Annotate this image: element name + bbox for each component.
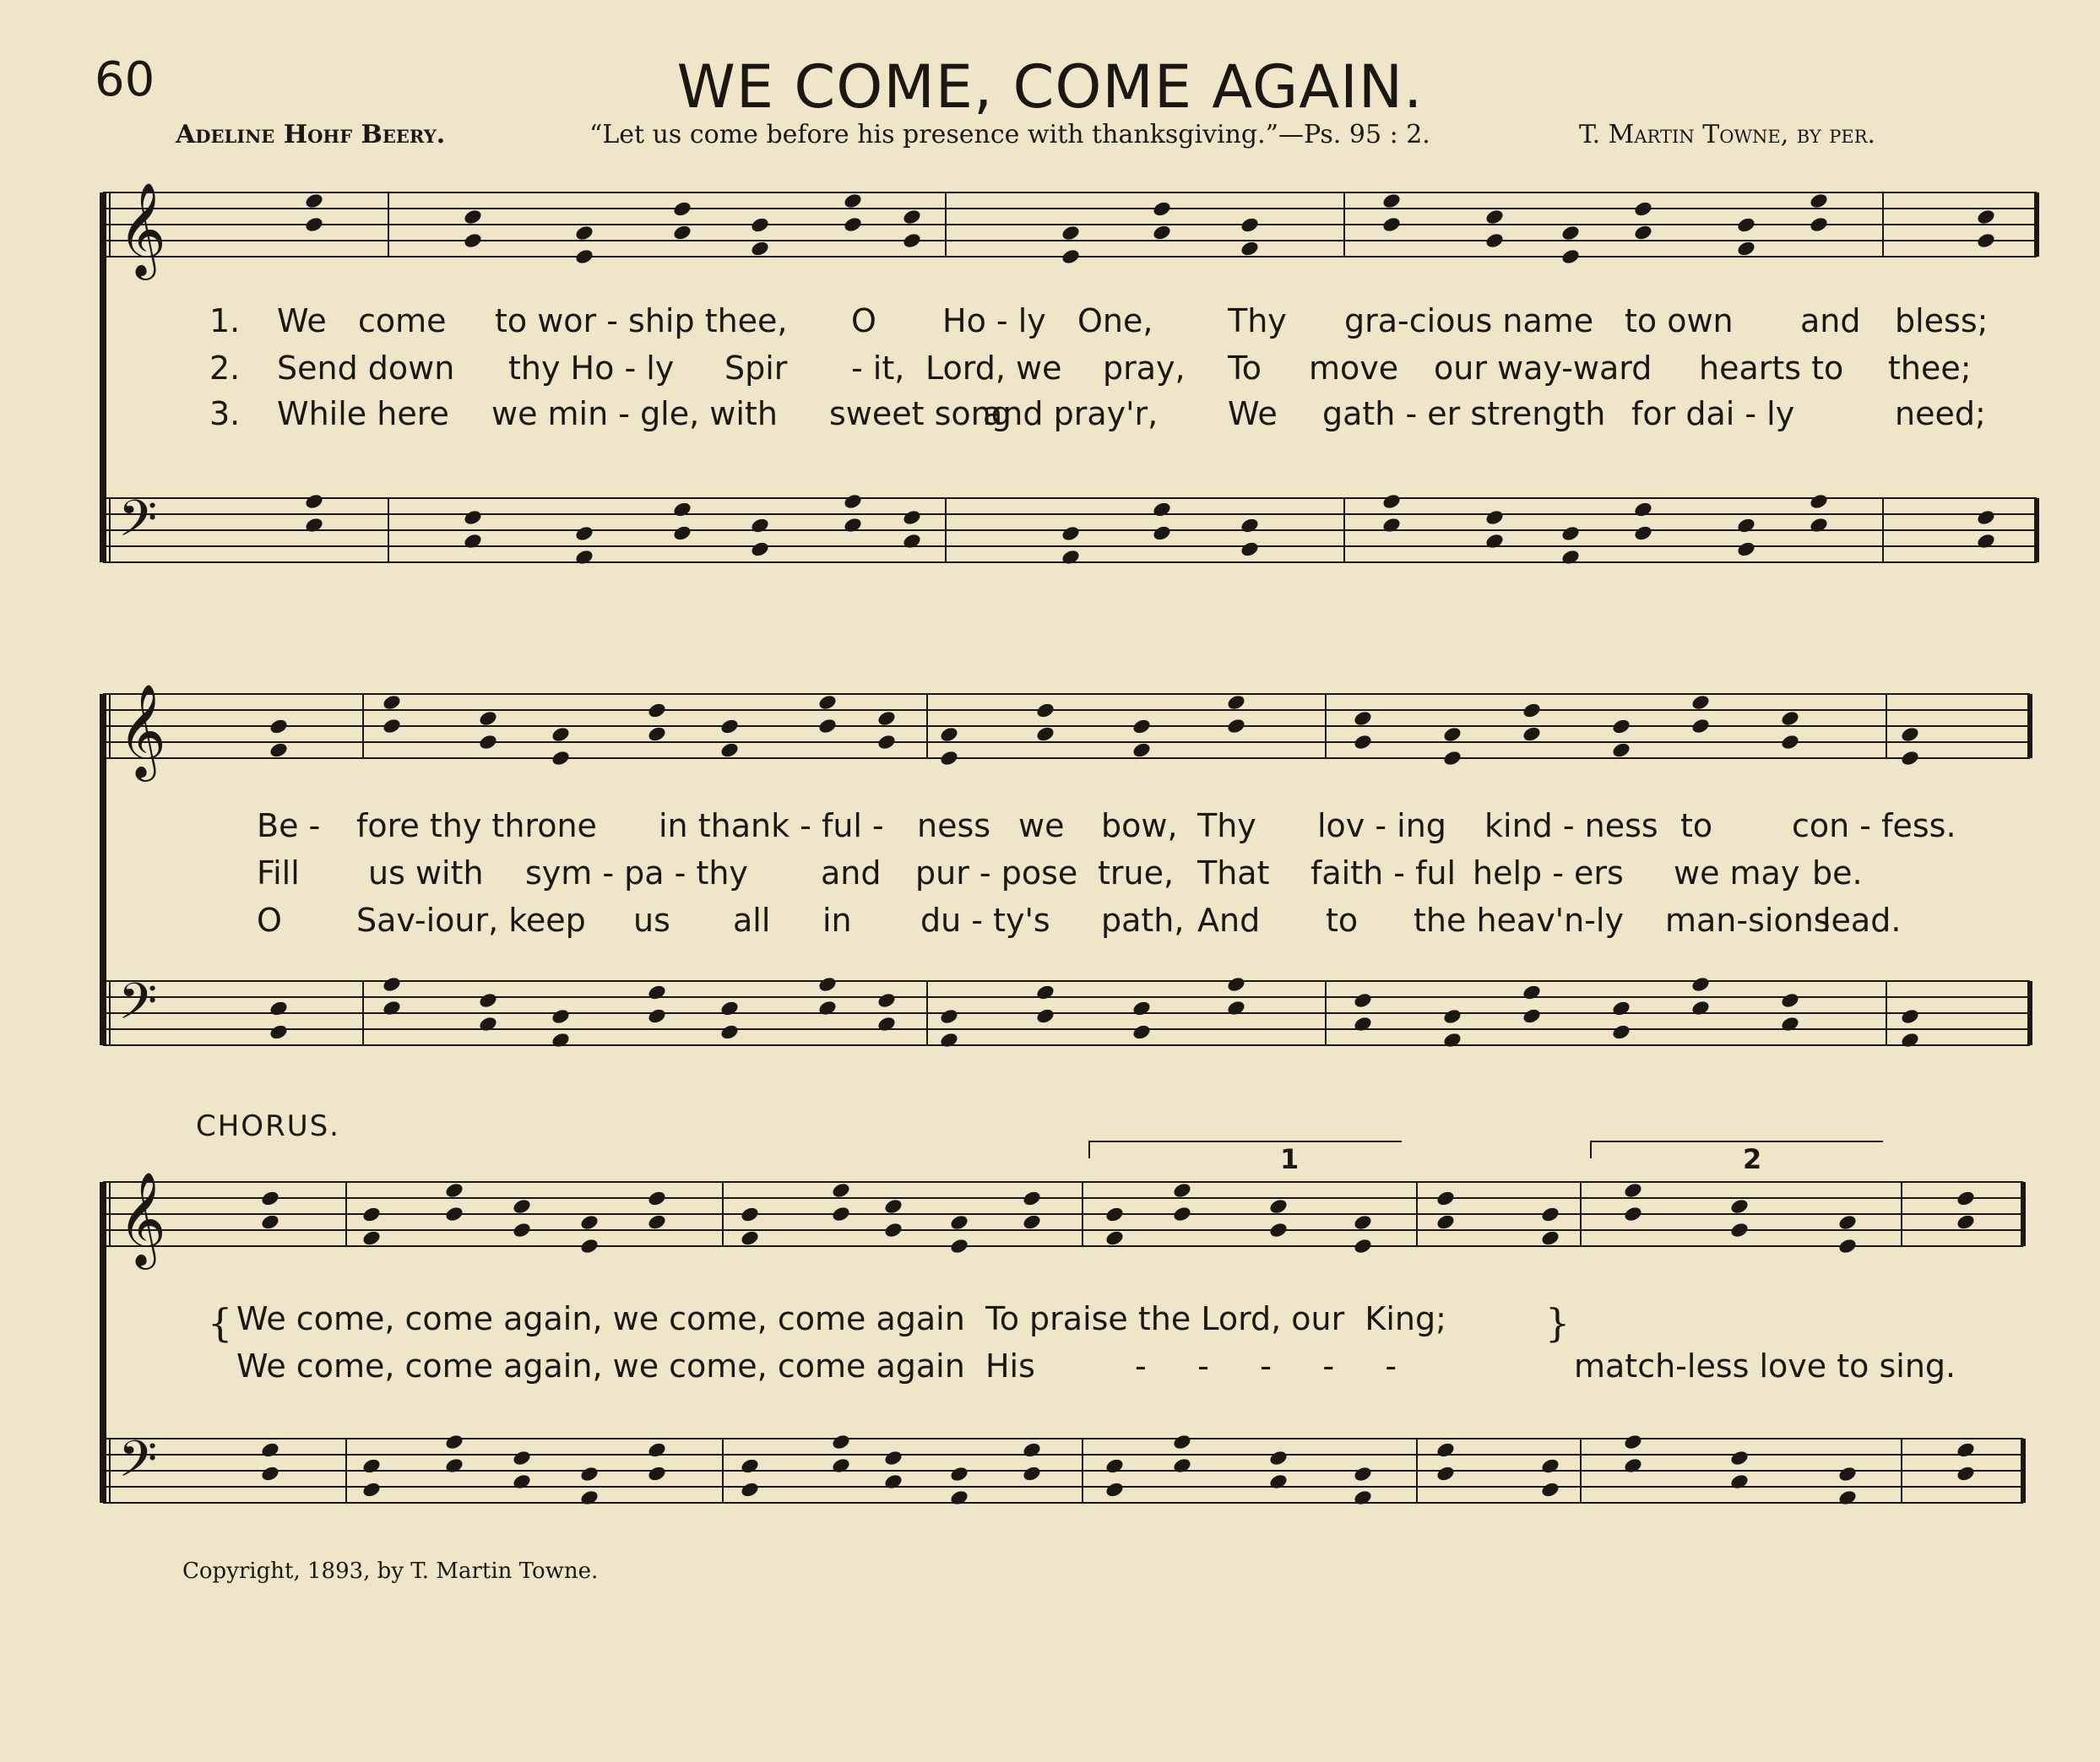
notehead [269,1023,289,1041]
notehead [1353,733,1373,751]
notehead [1131,718,1152,735]
notehead [883,1197,903,1215]
notehead [551,725,571,743]
notehead [902,508,922,526]
notehead [1736,216,1756,234]
notehead [1540,1206,1560,1223]
notehead [647,725,667,743]
notehead [478,709,498,727]
notehead [672,224,692,241]
notehead [382,999,402,1017]
notehead [1780,1015,1800,1033]
notehead [304,192,324,209]
notehead [1611,718,1631,735]
notehead [1729,1449,1750,1467]
notehead [1780,733,1800,751]
notehead [1435,1465,1456,1483]
notehead [551,1031,571,1049]
notehead [382,975,402,993]
notehead [260,1213,280,1231]
notehead [1976,208,1996,225]
notehead [939,725,959,743]
notehead [574,548,594,566]
notehead [1353,1488,1373,1506]
notehead [1809,516,1829,534]
notehead [647,984,667,1001]
notehead [831,1433,851,1450]
notehead [1035,1007,1055,1025]
ending-1-bracket [1089,1141,1402,1158]
notehead [719,718,740,735]
verse-1-line-1: 1. We come to wor - ship thee, O Ho - ly One, Thy gra-cious name to own and bless; [209,302,1989,339]
notehead [463,508,483,526]
notehead [1623,1456,1643,1474]
notehead [1022,1465,1042,1483]
page-number: 60 [95,52,155,107]
notehead [1061,247,1081,265]
notehead [478,991,498,1009]
notehead [1809,192,1829,209]
notehead [817,693,838,711]
notehead [672,524,692,542]
notehead [478,1015,498,1033]
notehead [876,733,897,751]
notehead [1353,1015,1373,1033]
notehead [1104,1206,1125,1223]
notehead [1435,1190,1456,1207]
notehead [269,741,289,759]
notehead [1240,517,1260,534]
notehead [719,1023,740,1041]
notehead [551,749,571,767]
notehead [1976,532,1996,550]
notehead [1690,999,1711,1017]
notehead [1381,492,1402,510]
notehead [1353,1213,1373,1231]
notehead [574,224,594,241]
notehead [1623,1205,1643,1223]
notehead [1226,693,1246,711]
notehead [1442,725,1462,743]
notehead [1226,975,1246,993]
notehead [949,1237,969,1255]
notehead [463,208,483,225]
notehead [1956,1441,1976,1459]
notehead [750,517,770,534]
notehead [1690,693,1711,711]
ending-2-bracket [1591,1141,1883,1158]
notehead [1484,508,1505,526]
notehead [740,1206,760,1223]
notehead [1104,1457,1125,1475]
notehead [1560,247,1581,265]
notehead [260,1190,280,1207]
notehead [1729,1197,1750,1215]
scripture-epigraph: “Let us come before his presence with thanksgiving.”—Ps. 95 : 2. [589,120,1430,149]
bass-clef-icon: 𝄢 [118,489,158,560]
bass-clef-icon: 𝄢 [118,972,158,1043]
hymn-title: WE COME, COME AGAIN. [676,52,1424,122]
notehead [1104,1481,1125,1499]
notehead [1353,991,1373,1009]
notehead [883,1472,903,1490]
notehead [1560,524,1581,542]
notehead [719,741,740,759]
notehead [831,1456,851,1474]
notehead [1956,1213,1976,1231]
notehead [1976,231,1996,249]
notehead [1522,725,1542,743]
notehead [1900,1031,1920,1049]
notehead [1540,1481,1560,1499]
notehead [1900,1007,1920,1025]
notehead [1809,215,1829,233]
notehead [579,1237,600,1255]
notehead [444,1456,464,1474]
notehead [1035,984,1055,1001]
notehead [1172,1205,1192,1223]
chorus-label: CHORUS. [196,1109,340,1143]
notehead [647,1007,667,1025]
notehead [902,208,922,225]
notehead [883,1221,903,1239]
notehead [1809,492,1829,510]
notehead [361,1457,382,1475]
notehead [1736,540,1756,558]
notehead [1837,1237,1858,1255]
notehead [1226,717,1246,735]
notehead [939,749,959,767]
notehead [1226,999,1246,1017]
notehead [1611,1023,1631,1041]
notehead [1522,984,1542,1001]
notehead [1690,717,1711,735]
notehead [551,1007,571,1025]
chorus-brace-right: } [1545,1300,1571,1346]
notehead [1780,991,1800,1009]
notehead [361,1481,382,1499]
notehead [1035,702,1055,719]
notehead [512,1449,532,1467]
notehead [876,991,897,1009]
notehead [647,1213,667,1231]
notehead [1240,240,1260,258]
notehead [512,1221,532,1239]
notehead [1956,1190,1976,1207]
verse-2-line-2: Fill us with sym - pa - thy and pur - pose true, That faith - ful help - ers we may be. [257,854,1863,892]
verse-1-line-2: Be - fore thy throne in thank - ful - ness we bow, Thy lov - ing kind - ness to con - fess. [257,807,1956,844]
notehead [1560,548,1581,566]
notehead [1268,1221,1289,1239]
chorus-brace-left: { [208,1300,233,1346]
ending-2-label: 2 [1743,1143,1762,1175]
notehead [478,733,498,751]
notehead [1900,749,1920,767]
notehead [843,192,863,209]
ending-1-label: 1 [1280,1143,1300,1175]
notehead [1780,709,1800,727]
notehead [1240,540,1260,558]
notehead [1729,1221,1750,1239]
notehead [1172,1181,1192,1199]
notehead [382,717,402,735]
notehead [463,231,483,249]
notehead [817,717,838,735]
notehead [939,1007,959,1025]
notehead [444,1433,464,1450]
bass-clef-icon: 𝄢 [118,1429,158,1500]
notehead [1061,224,1081,241]
notehead [1633,200,1653,218]
chorus-line-2: We come, come again, we come, come again His - - - - - match-less love to sing. [236,1347,1956,1385]
notehead [750,240,770,258]
notehead [831,1181,851,1199]
notehead [574,524,594,542]
treble-clef-icon: 𝄞 [118,1171,166,1266]
notehead [843,516,863,534]
notehead [1061,524,1081,542]
notehead [1381,516,1402,534]
notehead [1522,1007,1542,1025]
notehead [1104,1229,1125,1247]
notehead [939,1031,959,1049]
notehead [902,231,922,249]
notehead [740,1229,760,1247]
notehead [1435,1213,1456,1231]
notehead [1736,240,1756,258]
notehead [1131,1000,1152,1017]
verse-3-line-1: 3. While here we min - gle, with sweet song and pray'r, We gath - er strength for dai - ly need; [209,395,1986,432]
notehead [1611,1000,1631,1017]
notehead [1442,749,1462,767]
notehead [817,975,838,993]
notehead [1729,1472,1750,1490]
notehead [574,247,594,265]
notehead [740,1481,760,1499]
notehead [1633,501,1653,518]
notehead [1623,1181,1643,1199]
notehead [1172,1433,1192,1450]
notehead [831,1205,851,1223]
verse-2-line-1: 2. Send down thy Ho - ly Spir - it, Lord, we pray, To move our way-ward hearts to thee; [209,350,1972,387]
notehead [1560,224,1581,241]
notehead [304,215,324,233]
notehead [1623,1433,1643,1450]
notehead [1736,517,1756,534]
notehead [579,1465,600,1483]
notehead [382,693,402,711]
verse-3-line-2: O Sav-iour, keep us all in du - ty's path, And to the heav'n-ly man-sions lead. [257,902,1902,939]
notehead [1522,702,1542,719]
notehead [1611,741,1631,759]
notehead [1633,224,1653,241]
notehead [1484,231,1505,249]
notehead [1837,1465,1858,1483]
notehead [1268,1472,1289,1490]
notehead [1131,741,1152,759]
notehead [843,492,863,510]
notehead [750,216,770,234]
notehead [1381,215,1402,233]
notehead [1484,208,1505,225]
author-credit: Adeline Hohf Beery. [176,120,446,149]
notehead [1152,501,1172,518]
notehead [1837,1488,1858,1506]
notehead [1240,216,1260,234]
notehead [269,1000,289,1017]
notehead [1435,1441,1456,1459]
notehead [444,1205,464,1223]
notehead [512,1472,532,1490]
notehead [902,532,922,550]
notehead [1442,1007,1462,1025]
notehead [1172,1456,1192,1474]
notehead [740,1457,760,1475]
notehead [843,215,863,233]
notehead [1442,1031,1462,1049]
composer-credit: T. Martin Towne, by per. [1579,120,1876,149]
notehead [647,1190,667,1207]
notehead [949,1213,969,1231]
notehead [1900,725,1920,743]
notehead [1540,1229,1560,1247]
notehead [361,1229,382,1247]
notehead [579,1488,600,1506]
notehead [1035,725,1055,743]
notehead [444,1181,464,1199]
notehead [1540,1457,1560,1475]
notehead [672,200,692,218]
notehead [817,999,838,1017]
notehead [1022,1441,1042,1459]
notehead [1484,532,1505,550]
notehead [269,718,289,735]
notehead [1976,508,1996,526]
notehead [304,492,324,510]
notehead [1633,524,1653,542]
notehead [1022,1190,1042,1207]
notehead [1690,975,1711,993]
notehead [1956,1465,1976,1483]
treble-clef-icon: 𝄞 [118,182,166,276]
notehead [1353,1237,1373,1255]
notehead [1152,524,1172,542]
notehead [672,501,692,518]
notehead [1061,548,1081,566]
notehead [949,1488,969,1506]
notehead [1381,192,1402,209]
notehead [463,532,483,550]
notehead [647,1465,667,1483]
notehead [876,1015,897,1033]
notehead [647,1441,667,1459]
notehead [361,1206,382,1223]
copyright-notice: Copyright, 1893, by T. Martin Towne. [182,1559,599,1584]
notehead [512,1197,532,1215]
notehead [1152,200,1172,218]
notehead [1131,1023,1152,1041]
notehead [750,540,770,558]
notehead [876,709,897,727]
notehead [883,1449,903,1467]
notehead [719,1000,740,1017]
notehead [1152,224,1172,241]
notehead [1268,1197,1289,1215]
notehead [1837,1213,1858,1231]
notehead [647,702,667,719]
notehead [579,1213,600,1231]
notehead [1268,1449,1289,1467]
chorus-line-1: We come, come again, we come, come again To praise the Lord, our King; [236,1300,1446,1337]
notehead [1022,1213,1042,1231]
treble-clef-icon: 𝄞 [118,683,166,778]
notehead [1353,709,1373,727]
notehead [260,1465,280,1483]
notehead [949,1465,969,1483]
notehead [304,516,324,534]
notehead [1353,1465,1373,1483]
notehead [260,1441,280,1459]
